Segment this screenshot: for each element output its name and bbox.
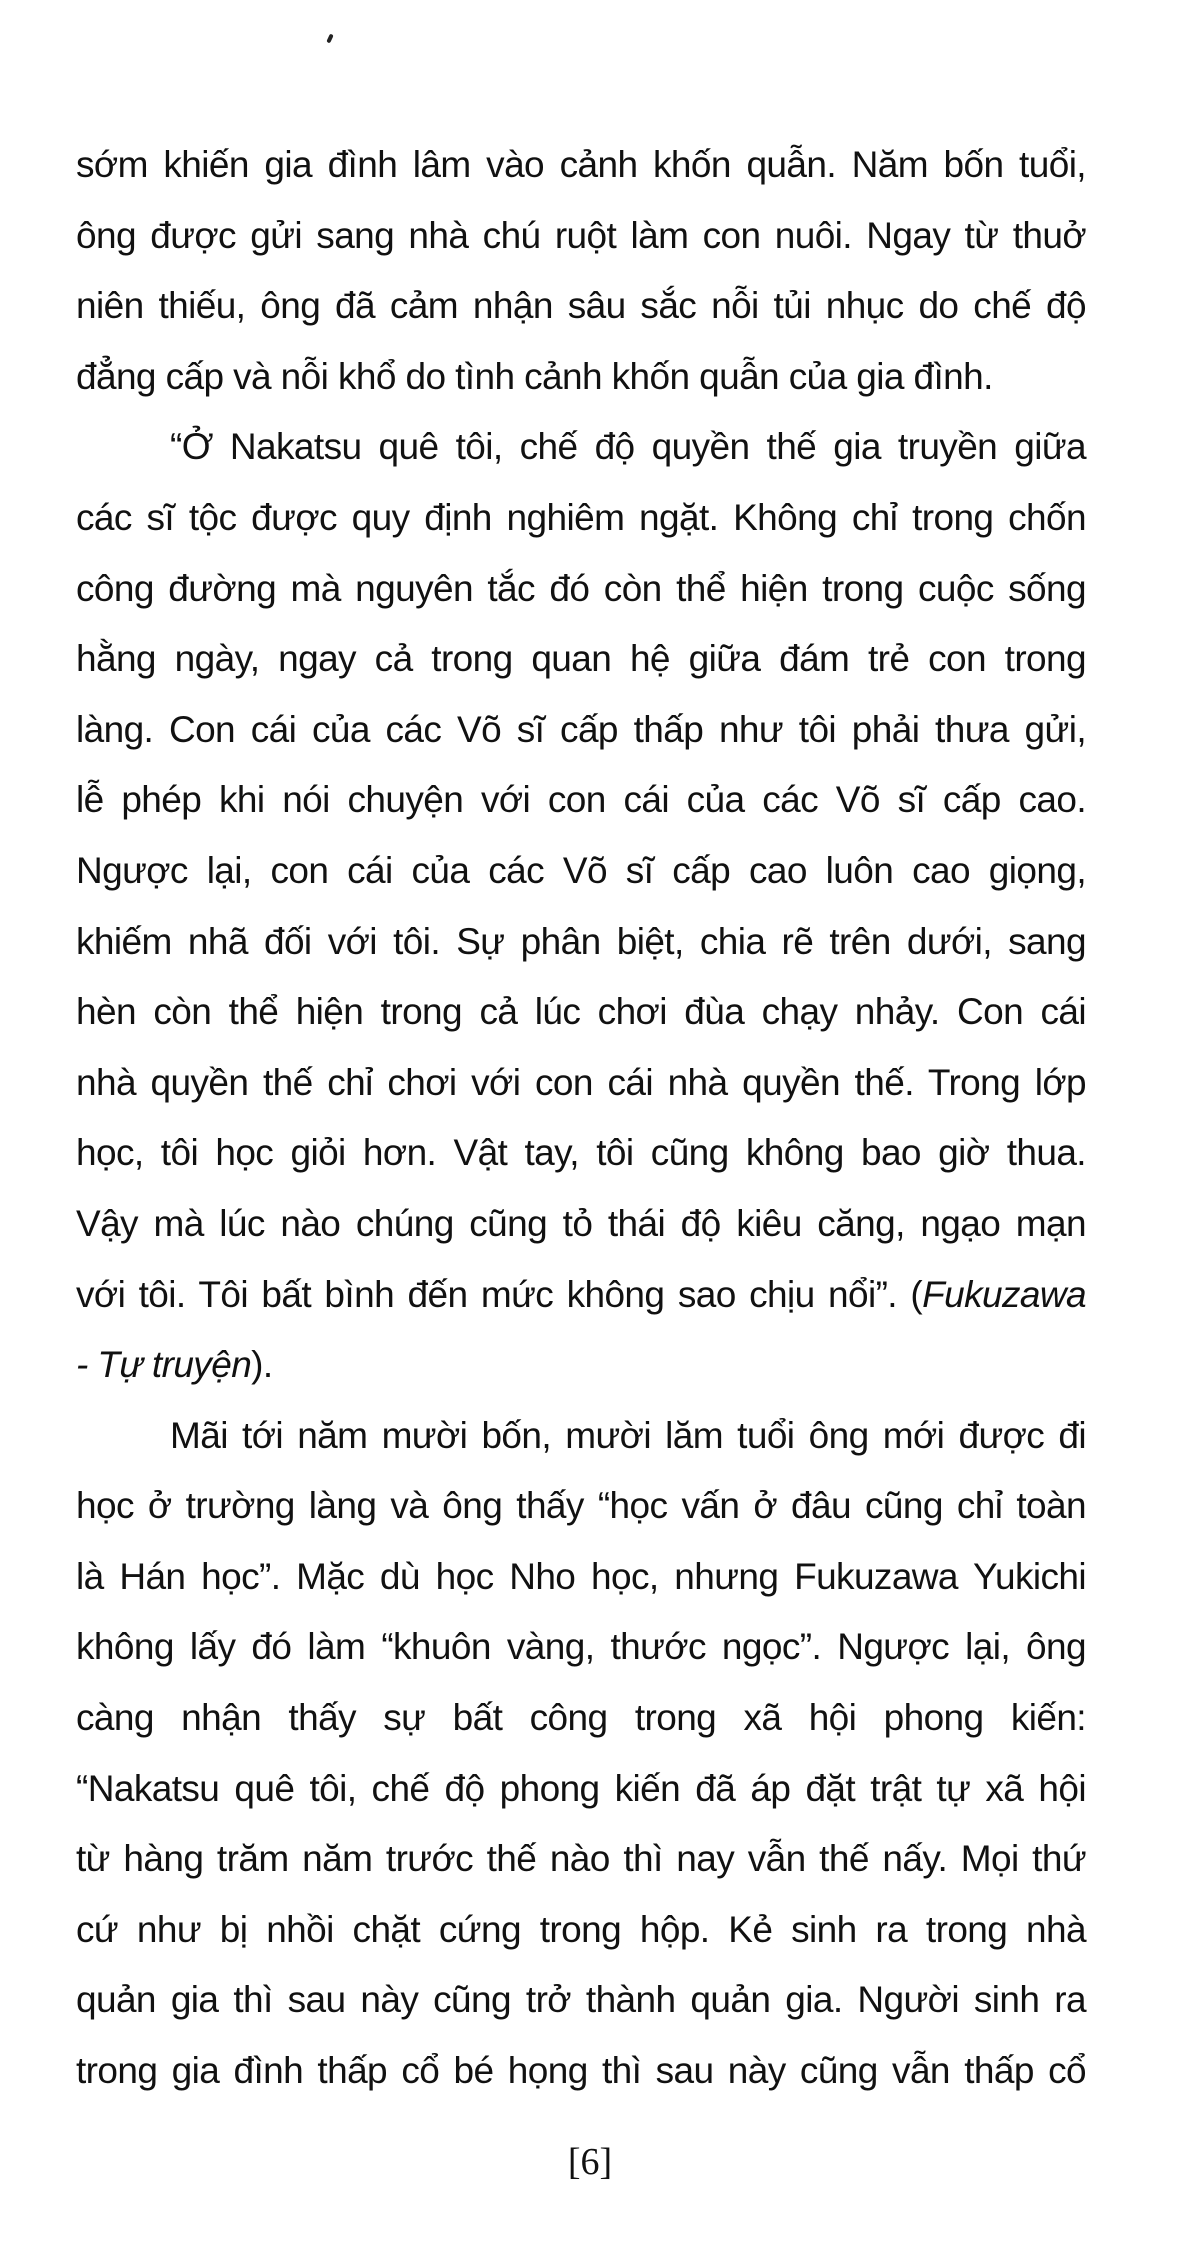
quote-end-text: với tôi. Tôi bất bình đến mức không sao chịu nổi”. ( — [76, 1273, 923, 1315]
text-line: quản gia thì sau này cũng trở thành quản gia. Người sinh ra — [76, 1979, 1086, 2021]
text-line: không lấy đó làm “khuôn vàng, thước ngọc”. Ngược lại, ông — [76, 1626, 1086, 1668]
text-line: học, tôi học giỏi hơn. Vật tay, tôi cũng không bao giờ thua. — [76, 1132, 1086, 1174]
text-line: càng nhận thấy sự bất công trong xã hội phong kiến: — [76, 1697, 1086, 1739]
text-line-with-citation — [76, 1260, 1086, 1331]
citation-close: ). — [251, 1344, 273, 1386]
text-line: là Hán học”. Mặc dù học Nho học, nhưng Fukuzawa Yukichi — [76, 1555, 1086, 1597]
text-line: “Nakatsu quê tôi, chế độ phong kiến đã áp đặt trật tự xã hội — [76, 1767, 1086, 1809]
text-line: từ hàng trăm năm trước thế nào thì nay vẫn thế nấy. Mọi thứ — [76, 1838, 1086, 1880]
text-line: các sĩ tộc được quy định nghiêm ngặt. Không chỉ trong chốn — [76, 496, 1086, 538]
paragraph-start-line: “Ở Nakatsu quê tôi, chế độ quyền thế gia truyền giữa — [170, 426, 1086, 468]
citation-title: - Tự truyện — [76, 1344, 252, 1386]
text-line: Ngược lại, con cái của các Võ sĩ cấp cao luôn cao giọng, — [76, 849, 1086, 891]
text-line: ông được gửi sang nhà chú ruột làm con nuôi. Ngay từ thuở — [76, 214, 1086, 256]
text-line: hằng ngày, ngay cả trong quan hệ giữa đám trẻ con trong — [76, 638, 1086, 680]
text-line: làng. Con cái của các Võ sĩ cấp thấp như tôi phải thưa gửi, — [76, 708, 1086, 750]
text-line: nhà quyền thế chỉ chơi với con cái nhà quyền thế. Trong lớp — [76, 1061, 1086, 1103]
text-line: học ở trường làng và ông thấy “học vấn ở đâu cũng chỉ toàn — [76, 1485, 1086, 1527]
print-speck — [326, 34, 333, 44]
paragraph-start-line: Mãi tới năm mười bốn, mười lăm tuổi ông mới được đi — [170, 1414, 1086, 1456]
citation-line — [76, 1330, 1086, 1401]
citation-author: Fukuzawa — [922, 1273, 1086, 1315]
text-line: cứ như bị nhồi chặt cứng trong hộp. Kẻ sinh ra trong nhà — [76, 1908, 1086, 1950]
text-line: đẳng cấp và nỗi khổ do tình cảnh khốn quẫn của gia đình. — [76, 355, 993, 397]
text-line: Vậy mà lúc nào chúng cũng tỏ thái độ kiêu căng, ngạo mạn — [76, 1202, 1086, 1244]
text-line: hèn còn thể hiện trong cả lúc chơi đùa chạy nhảy. Con cái — [76, 991, 1086, 1033]
page-number: [6] — [567, 2141, 613, 2183]
text-line: sớm khiến gia đình lâm vào cảnh khốn quẫn. Năm bốn tuổi, — [76, 144, 1086, 185]
body-text — [76, 130, 1086, 2107]
text-line: công đường mà nguyên tắc đó còn thể hiện trong cuộc sống — [76, 567, 1086, 609]
text-line: khiếm nhã đối với tôi. Sự phân biệt, chia rẽ trên dưới, sang — [76, 920, 1086, 962]
text-line: lễ phép khi nói chuyện với con cái của các Võ sĩ cấp cao. — [76, 779, 1086, 821]
text-line: trong gia đình thấp cổ bé họng thì sau này cũng vẫn thấp cổ — [76, 2050, 1086, 2092]
text-line: niên thiếu, ông đã cảm nhận sâu sắc nỗi tủi nhục do chế độ — [76, 285, 1086, 327]
